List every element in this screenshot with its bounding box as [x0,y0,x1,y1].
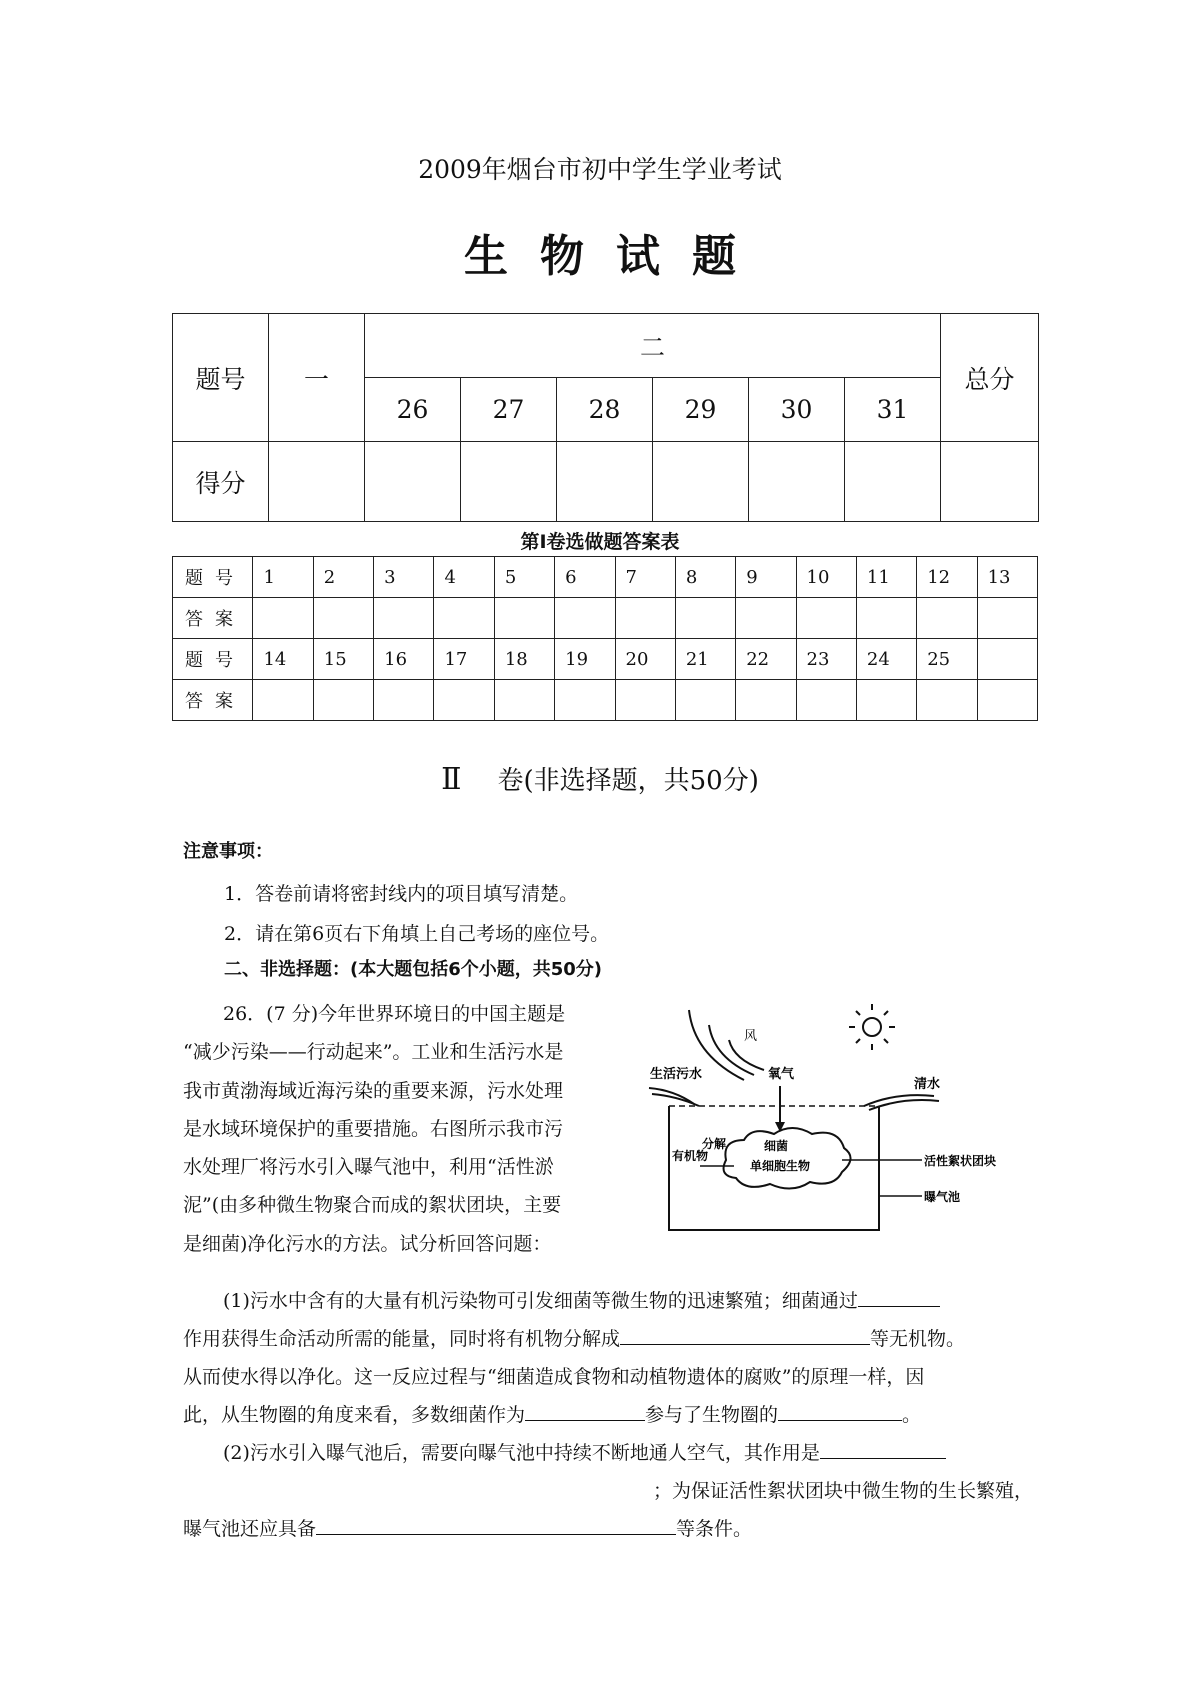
score-label: 得分 [173,442,269,522]
q1-text: 。 [902,1404,922,1426]
question-number: 1 [253,557,313,598]
question-number-label: 题号 [173,314,269,442]
answer-cell[interactable] [494,598,554,639]
q2-text: (2)污水引入曝气池后，需要向曝气池中持续不断地通人空气，其作用是 [223,1442,820,1464]
question-number [977,639,1037,680]
part-two-roman: Ⅱ [441,762,462,797]
q1-text: (1)污水中含有的大量有机污染物可引发细菌等微生物的迅速繁殖；细菌通过 [223,1290,858,1312]
question-number: 4 [434,557,494,598]
paper-title: 生物试题 [464,231,768,282]
answer-label: 答案 [173,598,253,639]
intro-line: 水处理厂将污水引入曝气池中，利用“活性淤 [183,1156,554,1179]
answer-cell[interactable] [555,680,615,721]
protists-label: 单细胞生物 [750,1159,811,1173]
question-number: 15 [313,639,373,680]
section-heading-prefix: 二、非选择题： [224,959,350,980]
answer-cell[interactable] [856,680,916,721]
question-number: 16 [374,639,434,680]
answer-cell[interactable] [313,680,373,721]
answer-blank[interactable] [858,1284,940,1307]
answer-cell[interactable] [736,598,796,639]
answer-blank[interactable] [525,1398,645,1421]
answer-blank[interactable] [778,1398,902,1421]
question-number: 6 [555,557,615,598]
answer-cell[interactable] [494,680,554,721]
question-30-header: 30 [749,378,845,442]
q1-text: 参与了生物圈的 [645,1404,779,1426]
section-heading-detail: (本大题包括6个小题，共50分) [350,959,603,980]
notice-item-2: 2．请在第6页右下角填上自己考场的座位号。 [224,923,610,945]
question-26-part-1 [183,1282,1033,1434]
q2-text: 等条件。 [676,1518,753,1540]
score-table [172,313,1039,522]
answer-cell[interactable] [615,680,675,721]
score-cell-27[interactable] [461,442,557,522]
answer-blank[interactable] [620,1322,870,1345]
sewage-label: 生活污水 [650,1067,703,1082]
answer-cell[interactable] [675,598,735,639]
question-number: 10 [796,557,856,598]
question-number: 7 [615,557,675,598]
q1-line-4 [183,1396,1033,1434]
sun-icon [849,1004,895,1050]
organic-label: 有机物 [672,1149,709,1163]
answer-label: 答案 [173,680,253,721]
question-row-2 [173,639,1038,680]
answer-cell[interactable] [856,598,916,639]
score-cell-part-one[interactable] [269,442,365,522]
wind-label: 风 [744,1029,758,1044]
q1-text: 作用获得生命活动所需的能量，同时将有机物分解成 [183,1328,621,1350]
clean-water-label: 清水 [914,1077,941,1092]
intro-line: 是水域环境保护的重要措施。右图所示我市污 [183,1117,564,1140]
score-cell-26[interactable] [365,442,461,522]
answer-cell[interactable] [736,680,796,721]
q1-text: 等无机物。 [870,1328,966,1350]
score-cell-30[interactable] [749,442,845,522]
question-26-part-2 [183,1434,1033,1548]
answer-row-1 [173,598,1038,639]
answer-cell[interactable] [917,680,977,721]
q1-text: 从而使水得以净化。这一反应过程与“细菌造成食物和动植物遗体的腐败”的原理一样，因 [183,1366,925,1388]
q2-line-2 [183,1472,1033,1510]
answer-cell[interactable] [977,680,1037,721]
answer-blank[interactable] [820,1436,946,1459]
q2-line-1 [183,1434,1033,1472]
question-number: 25 [917,639,977,680]
q1-line-1 [183,1282,1033,1320]
score-cell-28[interactable] [557,442,653,522]
answer-cell[interactable] [796,680,856,721]
bacteria-label: 细菌 [764,1139,789,1153]
question-number: 20 [615,639,675,680]
tank-label: 曝气池 [924,1190,961,1204]
answer-sheet-table [172,556,1038,721]
question-number: 17 [434,639,494,680]
question-number: 22 [736,639,796,680]
clean-water-outflow [864,1095,939,1110]
notice-heading: 注意事项： [183,841,273,862]
question-number: 11 [856,557,916,598]
total-header: 总分 [941,314,1039,442]
answer-cell[interactable] [615,598,675,639]
answer-cell[interactable] [977,598,1037,639]
score-cell-29[interactable] [653,442,749,522]
question-row-1 [173,557,1038,598]
score-cell-total[interactable] [941,442,1039,522]
answer-cell[interactable] [675,680,735,721]
answer-cell[interactable] [434,680,494,721]
answer-cell[interactable] [434,598,494,639]
question-28-header: 28 [557,378,653,442]
q2-text: 曝气池还应具备 [183,1518,317,1540]
answer-cell[interactable] [796,598,856,639]
part-two-title [0,760,1200,797]
question-number: 23 [796,639,856,680]
question-label: 题号 [173,639,253,680]
answer-row-2 [173,680,1038,721]
oxygen-label: 氧气 [768,1067,795,1082]
answer-cell[interactable] [374,598,434,639]
question-number: 12 [917,557,977,598]
answer-cell[interactable] [253,598,313,639]
intro-line: 26．(7 分)今年世界环境日的中国主题是 [223,1003,566,1025]
question-number: 24 [856,639,916,680]
question-31-header: 31 [845,378,941,442]
part-two-subtitle: 卷(非选择题，共50分) [497,766,759,796]
question-number: 3 [374,557,434,598]
section-heading [224,955,602,981]
score-cell-31[interactable] [845,442,941,522]
question-number: 8 [675,557,735,598]
question-number: 13 [977,557,1037,598]
intro-line: 泥”(由多种微生物聚合而成的絮状团块，主要 [183,1194,562,1217]
q1-line-2 [183,1320,1033,1358]
question-26-intro [183,995,615,1263]
answer-cell[interactable] [374,680,434,721]
answer-blank[interactable] [316,1512,676,1535]
q2-text: ；为保证活性絮状团块中微生物的生长繁殖， [652,1480,1033,1502]
aeration-tank-diagram [634,1000,1024,1240]
question-29-header: 29 [653,378,749,442]
floc-label: 活性絮状团块 [924,1154,997,1168]
intro-line: 是细菌)净化污水的方法。试分析回答问题： [183,1232,552,1255]
part-two-header: 二 [365,314,941,378]
answer-sheet-caption: 第Ⅰ卷选做题答案表 [520,531,680,553]
exam-title: 2009年烟台市初中学生学业考试 [418,155,782,184]
question-number: 18 [494,639,554,680]
question-label: 题号 [173,557,253,598]
decompose-label: 分解 [702,1137,727,1151]
answer-cell[interactable] [253,680,313,721]
question-number: 9 [736,557,796,598]
answer-cell[interactable] [313,598,373,639]
question-number: 19 [555,639,615,680]
sewage-inflow [649,1088,699,1106]
q2-line-3 [183,1510,1033,1548]
question-number: 21 [675,639,735,680]
notice-item-1: 1．答卷前请将密封线内的项目填写清楚。 [224,883,579,905]
question-number: 2 [313,557,373,598]
question-26-header: 26 [365,378,461,442]
intro-line: “减少污染——行动起来”。工业和生活污水是 [183,1041,564,1064]
question-number: 5 [494,557,554,598]
question-27-header: 27 [461,378,557,442]
question-number: 14 [253,639,313,680]
part-one-header: 一 [269,314,365,442]
answer-cell[interactable] [917,598,977,639]
answer-cell[interactable] [555,598,615,639]
q1-text: 此，从生物圈的角度来看，多数细菌作为 [183,1404,526,1426]
intro-line: 我市黄渤海域近海污染的重要来源，污水处理 [183,1079,564,1102]
q1-line-3 [183,1358,1033,1396]
